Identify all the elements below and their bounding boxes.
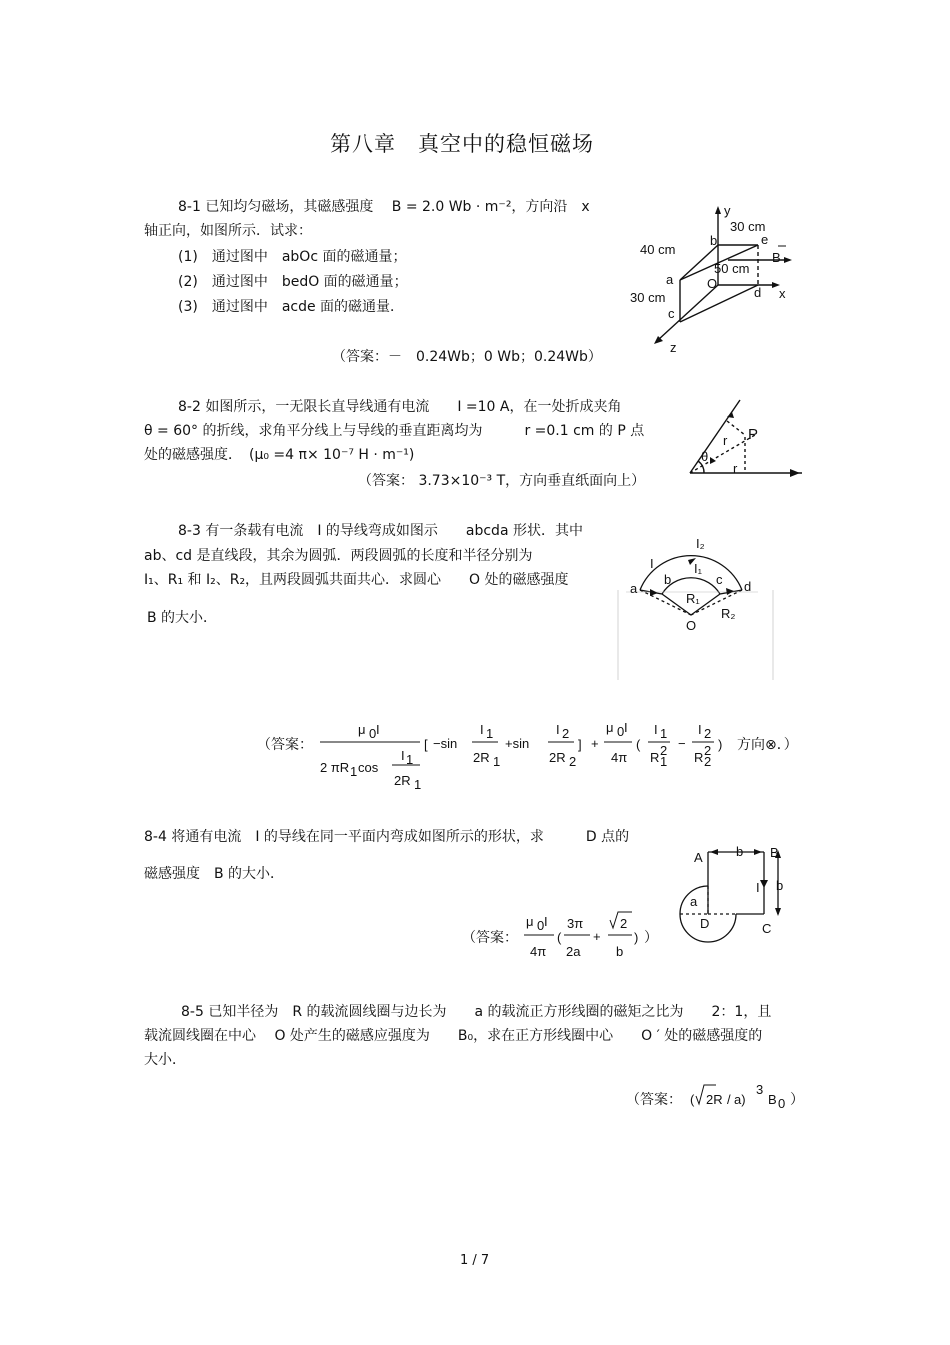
label-b: b <box>664 572 672 587</box>
label-D: D <box>700 916 710 931</box>
svg-text:+: + <box>593 929 601 944</box>
svg-text:I: I <box>624 720 628 735</box>
svg-text:2 πR: 2 πR <box>320 760 350 775</box>
problem-8-5-line3: 大小． <box>144 1052 186 1068</box>
problem-8-2-line1: 8-2 如图所示，一无限长直导线通有电流 I =10 A，在一处折成夹角 <box>178 399 622 415</box>
label-O: O <box>707 276 718 291</box>
problem-8-4-line2: 磁感强度 B 的大小． <box>144 866 285 882</box>
label-y: y <box>724 203 731 218</box>
svg-text:2: 2 <box>620 916 628 931</box>
figure-8-3 <box>618 530 778 680</box>
label-30cm-top: 30 cm <box>730 219 766 234</box>
svg-text:2: 2 <box>704 726 712 741</box>
svg-text:(: ( <box>636 737 641 752</box>
problem-8-4-answer-prefix: （答案： <box>462 930 518 946</box>
svg-text:2a: 2a <box>566 944 581 959</box>
svg-text:−: − <box>678 736 686 751</box>
svg-text:2: 2 <box>704 743 712 758</box>
z-axis <box>658 285 718 340</box>
formula-8-5 <box>688 1080 798 1112</box>
svg-text:2: 2 <box>704 754 712 769</box>
svg-text:a): a) <box>734 1092 746 1107</box>
svg-text:]: ] <box>578 737 582 752</box>
svg-text:0: 0 <box>537 918 545 933</box>
svg-text:0: 0 <box>778 1096 786 1111</box>
problem-8-4-answer-suffix: ） <box>644 930 658 946</box>
label-d: d <box>744 579 752 594</box>
label-50cm: 50 cm <box>714 261 750 276</box>
svg-text:2: 2 <box>660 743 668 758</box>
svg-text:1: 1 <box>660 726 668 741</box>
page-title: 第八章 真空中的稳恒磁场 <box>330 132 594 156</box>
svg-text:+sin: +sin <box>505 736 530 751</box>
svg-text:I: I <box>376 722 380 737</box>
label-B: B <box>770 845 779 860</box>
svg-text:b: b <box>616 944 624 959</box>
svg-text:4π: 4π <box>530 944 547 959</box>
svg-text:B: B <box>768 1092 777 1107</box>
label-R2: R₂ <box>721 606 736 621</box>
svg-text:I: I <box>698 722 702 737</box>
svg-text:μ: μ <box>358 722 366 737</box>
problem-8-3-answer-suffix: 方向⊗．） <box>737 737 798 753</box>
problem-8-1-item2: (2) 通过图中 bedO 面的磁通量； <box>178 274 408 290</box>
label-a: a <box>666 272 674 287</box>
problem-8-2-answer: （答案： 3.73×10⁻³ T，方向垂直纸面向上） <box>358 473 646 489</box>
svg-text:): ) <box>634 930 639 945</box>
svg-text:(: ( <box>557 930 562 945</box>
problem-8-5-line2: 载流圆线圈在中心 O 处产生的磁感应强度为 B₀，求在正方形线圈中心 O ′ 处的磁感强度的 <box>144 1028 763 1044</box>
problem-8-3-line3: I₁、R₁ 和 I₂、R₂，且两段圆弧共面共心．求圆心 O 处的磁感强度 <box>144 572 569 588</box>
label-b-side: b <box>776 878 784 893</box>
label-theta: θ <box>701 449 709 464</box>
label-O: O <box>686 618 697 633</box>
svg-text:+: + <box>591 736 599 751</box>
label-I: I <box>650 556 654 571</box>
svg-text:1: 1 <box>660 754 668 769</box>
svg-text:2: 2 <box>569 754 577 769</box>
page-number: 1 / 7 <box>460 1253 490 1268</box>
figure-8-2 <box>680 395 810 485</box>
problem-8-1-item1: (1) 通过图中 abOc 面的磁通量； <box>178 249 407 265</box>
svg-text:3: 3 <box>756 1082 764 1097</box>
svg-text:1: 1 <box>414 777 422 792</box>
problem-8-2-line3: 处的磁感强度． (μ₀ =4 π× 10⁻⁷ H · m⁻¹) <box>144 447 415 463</box>
svg-text:2R: 2R <box>473 750 490 765</box>
problem-8-1-item3: (3) 通过图中 acde 面的磁通量． <box>178 299 405 315</box>
label-z: z <box>670 340 677 355</box>
label-a: a <box>690 894 698 909</box>
svg-text:): ) <box>718 737 723 752</box>
label-C: C <box>762 921 772 936</box>
problem-8-3-line2: ab、cd 是直线段，其余为圆弧．两段圆弧的长度和半径分别为 <box>144 548 533 564</box>
problem-8-3-answer-prefix: （答案： <box>257 737 313 753</box>
problem-8-2-line2: θ = 60° 的折线，求角平分线上与导线的垂直距离均为 r =0.1 cm 的 P 点 <box>144 423 645 439</box>
label-b-top: b <box>736 844 744 859</box>
svg-text:1: 1 <box>350 764 358 779</box>
svg-text:0: 0 <box>617 724 625 739</box>
formula-8-3 <box>318 712 738 796</box>
label-I: I <box>756 880 760 895</box>
label-c: c <box>716 572 723 587</box>
svg-text:4π: 4π <box>611 750 628 765</box>
figure-8-4 <box>666 840 796 950</box>
svg-text:2R: 2R <box>549 750 566 765</box>
label-e: e <box>761 232 769 247</box>
problem-8-3-line4: B 的大小． <box>147 610 218 626</box>
label-d: d <box>754 285 762 300</box>
svg-text:2R: 2R <box>706 1092 723 1107</box>
svg-text:3π: 3π <box>567 916 584 931</box>
svg-text:R: R <box>650 750 660 765</box>
svg-text:μ: μ <box>606 720 614 735</box>
svg-text:μ: μ <box>526 914 534 929</box>
svg-text:I: I <box>544 914 548 929</box>
svg-text:I: I <box>654 722 658 737</box>
label-b: b <box>710 233 718 248</box>
svg-text:I: I <box>556 722 560 737</box>
label-r1: r <box>723 433 728 448</box>
problem-8-4-line1: 8-4 将通有电流 I 的导线在同一平面内弯成如图所示的形状，求 D 点的 <box>144 829 630 845</box>
svg-text:/: / <box>727 1092 731 1107</box>
label-c: c <box>668 306 675 321</box>
label-P: P <box>748 426 759 443</box>
svg-text:R: R <box>694 750 704 765</box>
svg-text:cos: cos <box>358 760 379 775</box>
formula-8-4 <box>522 908 652 964</box>
problem-8-5-answer-suffix: ） <box>790 1092 804 1108</box>
label-r2: r <box>733 461 738 476</box>
label-30cm-left: 30 cm <box>630 290 666 305</box>
svg-text:(: ( <box>690 1092 695 1107</box>
label-40cm: 40 cm <box>640 242 676 257</box>
problem-8-1-line2: 轴正向，如图所示．试求： <box>144 223 312 239</box>
svg-text:1: 1 <box>406 752 414 767</box>
svg-text:0: 0 <box>369 726 377 741</box>
label-I2: I₂ <box>696 536 705 551</box>
problem-8-5-answer-prefix: （答案： <box>626 1092 682 1108</box>
label-A: A <box>694 850 703 865</box>
problem-8-1-line1: 8-1 已知均匀磁场，其磁感强度 B = 2.0 Wb · m⁻²，方向沿 x <box>178 199 590 215</box>
svg-text:I: I <box>401 748 405 763</box>
label-I1: I₁ <box>694 561 702 576</box>
label-x: x <box>779 286 786 301</box>
label-R1: R₁ <box>686 591 700 606</box>
svg-text:2: 2 <box>562 726 570 741</box>
svg-text:2R: 2R <box>394 773 411 788</box>
svg-text:[: [ <box>424 737 428 752</box>
problem-8-1-answer: （答案：－ 0.24Wb；0 Wb；0.24Wb） <box>332 349 602 365</box>
label-B: B <box>772 250 781 265</box>
figure-8-1 <box>620 200 800 360</box>
problem-8-5-line1: 8-5 已知半径为 R 的载流圆线圈与边长为 a 的载流正方形线圈的磁矩之比为 2：1，且 <box>181 1004 772 1020</box>
label-a: a <box>630 581 638 596</box>
svg-text:1: 1 <box>493 754 501 769</box>
svg-text:1: 1 <box>486 726 494 741</box>
problem-8-3-line1: 8-3 有一条载有电流 I 的导线弯成如图示 abcda 形状．其中 <box>178 523 583 539</box>
svg-text:I: I <box>480 722 484 737</box>
svg-text:−sin: −sin <box>433 736 458 751</box>
